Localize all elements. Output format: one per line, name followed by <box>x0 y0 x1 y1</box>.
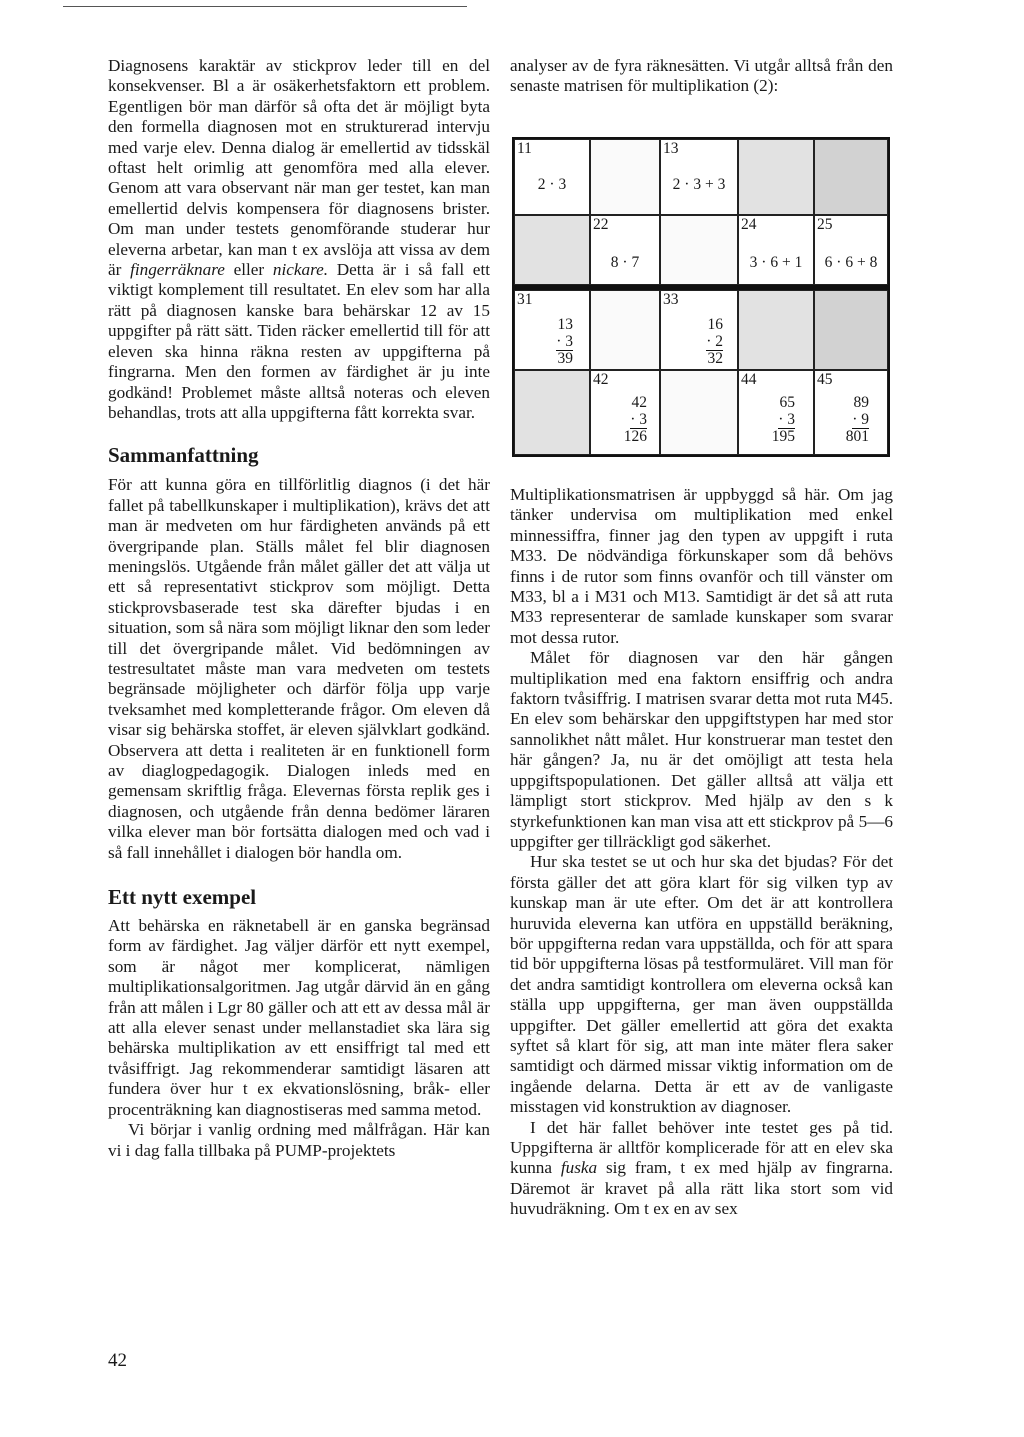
matrix-cell-m41 <box>514 370 590 455</box>
cell-number: 31 <box>517 291 533 308</box>
right-paragraph-5 <box>510 1118 893 1220</box>
heading-ett-nytt-exempel: Ett nytt exempel <box>108 885 257 910</box>
cell-number: 42 <box>593 371 609 388</box>
cell-factor: 16 <box>707 316 723 333</box>
matrix-cell-m42 <box>590 370 660 455</box>
cell-multiplier: · 2 <box>706 332 723 350</box>
matrix-cell-m12 <box>590 139 660 215</box>
matrix-cell-m33 <box>660 290 738 370</box>
matrix-cell-m14 <box>738 139 814 215</box>
cell-number: 13 <box>663 140 679 157</box>
matrix-cell-m11 <box>514 139 590 215</box>
cell-factor: 89 <box>853 394 869 411</box>
right-paragraph-4: Hur ska testet se ut och hur ska det bjudas? För det första gäller det att göra klart för sig vilken typ av kunskap man är ute efter. Om det är att kontrollera huruvida eleverna kan utföra en uppställd beräkning, bör uppgifterna redan vara uppställda, och för att spara tid bör uppgifterna lösas på testformuläret. Vill man för det andra samtidigt kontrollera om eleverna också kan ställa upp uppgifterna, ger man även ouppställda uppgifter. Det gäller emellertid att göra det exakta syftet så klart för sig, att man inte mäter flera saker samtidigt och därmed missar viktig information om de ingående delarna. Detta är ett av de vanligaste misstagen vid konstruktion av diagnoser. <box>510 852 893 1117</box>
cell-expression: 2 · 3 + 3 <box>672 176 726 193</box>
cell-number: 45 <box>817 371 833 388</box>
right-paragraph-2: Multiplikationsmatrisen är uppbyggd så här. Om jag tänker undervisa om multiplikation med enkel minnessiffra, finner jag den typen av uppgift i ruta M33. De nödvändiga förkunskaper som då behövs finns i de rutor som finns ovanför och till vänster om M33, bl a i M31 och M13. Samtidigt är det så att ruta M33 representerar de samlade kunskaper som svarar mot dessa rutor. <box>510 485 893 647</box>
left-paragraph-4: Vi börjar i vanlig ordning med målfrågan. Här kan vi i dag falla tillbaka på PUMP-projektets <box>108 1120 490 1160</box>
matrix-cell-m22 <box>590 215 660 285</box>
cell-multiplier: · 3 <box>556 332 573 350</box>
cell-number: 22 <box>593 216 609 233</box>
cell-multiplier: · 3 <box>778 410 795 428</box>
cell-expression: 6 · 6 + 8 <box>824 254 878 271</box>
cell-result: 126 <box>623 428 647 445</box>
matrix-cell-m32 <box>590 290 660 370</box>
cell-result: 801 <box>845 428 869 445</box>
cell-number: 24 <box>741 216 757 233</box>
emphasis-nickare: nickare. <box>272 260 329 280</box>
left-paragraph-3: Att behärska en räknetabell är en ganska begränsad form av färdighet. Jag väljer därför ett nytt exempel, som är något mer komplicerat, nämligen multiplikationsalgoritmen. Jag utgår därvid än en gång från att målen i Lgr 80 gäller och att ett av dessa mål är att alla elever senast under mellanstadiet ska lära sig behärska multiplikation av ett ensiffrigt tal med ett tvåsiffrigt. Jag rekommenderar samtidigt läsaren att fundera över hur t ex ekvationslösning, bråk- eller procenträkning kan diagnostiseras med samma metod. <box>108 916 490 1119</box>
cell-number: 11 <box>517 140 532 157</box>
text-run: Detta är i så fall ett viktigt komplement till resultatet. En elev som har alla rätt på diagnosen kanske bara behärskar 12 av 15 uppgifter på rätt sätt. Tiden räcker emellertid till för att eleven ska hinna räkna resten av uppgifterna på fingrarna. Men den formen av färdighet är ju inte godkänd! Problemet måste alltså noteras och eleven behandlas, trots att alla uppgifterna fått korrekta svar. <box>108 260 490 422</box>
matrix-cell-m45 <box>814 370 888 455</box>
cell-result: 32 <box>707 350 723 367</box>
cell-result: 195 <box>771 428 795 445</box>
page-number: 42 <box>108 1350 127 1371</box>
matrix-cell-m25 <box>814 215 888 285</box>
text-run: I det här fallet behöver inte testet ges på tid. Uppgifterna är alltför komplicerade för att en elev ska kunna <box>510 1117 893 1178</box>
cell-multiplier: · 9 <box>852 410 869 428</box>
cell-number: 25 <box>817 216 833 233</box>
matrix-cell-m24 <box>738 215 814 285</box>
right-paragraph-3: Målet för diagnosen var den här gången multiplikation med ena faktorn ensiffrig och andra faktorn tvåsiffrig. I matrisen svarar detta mot ruta M45. En elev som behärskar den uppgiftstypen har med stor sannolikhet nått målet. Hur konstruerar man testet den här gången? Ja, nu är det omöjligt att testa hela uppgiftspopulationen. Det gäller alltså att välja ett lämpligt stort stickprov. Med hjälp av den s k styrkefunktionen kan man visa att ett stickprov på 5—6 uppgifter ger tillräckligt god säkerhet. <box>510 648 893 851</box>
text-run: sig fram, t ex med hjälp av fingrarna. Däremot är kravet på alla rätt lika stort som vid huvudräkning. Om t ex en av sex <box>510 1158 893 1219</box>
cell-factor: 65 <box>779 394 795 411</box>
cell-number: 33 <box>663 291 679 308</box>
matrix-cell-m15 <box>814 139 888 215</box>
top-rule <box>63 6 467 7</box>
emphasis-fingerraknare: fingerräknare <box>130 260 225 280</box>
left-paragraph-2: För att kunna göra en tillförlitlig diagnos (i det här fallet på tabellkunskaper i multiplikation), krävs det att man är medveten om hur färdigheten används på ett övergripande plan. Ställs målet fel blir diagnosen meningslös. Utgående från målet gäller det att välja ut ett så representativt stickprov som möjligt. Detta stickprovsbaserade test ska därefter bjudas i en situation, som så nära som möjligt liknar den som leder till det övergripande målet. Vid bedömningen av testresultatet måste man vara medveten om testets begränsade möjligheter och därför följa upp varje tveksamhet med kompletterande frågor. Om eleven då visar sig behärska stoffet, är eleven självklart godkänd. Observera att detta i realiteten är en funktionell form av diaglogpedagogik. Dialogen inleds med en gemensam skriftlig fråga. Elevernas första replik ges i diagnosen, och utgående från denna bedömer läraren vilka elever man bör fortsätta dialogen med och vad i så fall innehållet i dialogen bör handla om. <box>108 475 490 862</box>
matrix-cell-m43 <box>660 370 738 455</box>
cell-factor: 42 <box>631 394 647 411</box>
matrix-cell-m21 <box>514 215 590 285</box>
cell-factor: 13 <box>557 316 573 333</box>
cell-expression: 8 · 7 <box>610 254 640 271</box>
matrix-cell-m13 <box>660 139 738 215</box>
matrix-cell-m44 <box>738 370 814 455</box>
text-run: Diagnosens karaktär av stickprov leder till en del konsekvenser. Bl a är osäkerhetsfaktorn ett problem. Egentligen bör man därför så ofta det är möjligt byta den formella diagnosen mot en strukturerad intervju med varje elev. Denna dialog är emellertid av tidsskäl oftast helt orimlig att genomföra med alla elever. Genom att vara observant när man ger testet, kan man emellertid delvis kompensera för diagnosens brister. Om man under testets genomförande studerar hur eleverna arbetar, kan man t ex avslöja att vissa av dem är <box>108 56 490 280</box>
left-column <box>108 56 490 1161</box>
emphasis-fuska: fuska <box>560 1158 598 1178</box>
right-column-bottom <box>510 485 893 1220</box>
cell-multiplier: · 3 <box>630 410 647 428</box>
cell-number: 44 <box>741 371 757 388</box>
matrix-cell-m31 <box>514 290 590 370</box>
right-paragraph-1: analyser av de fyra räknesätten. Vi utgår alltså från den senaste matrisen för multiplikation (2): <box>510 56 893 96</box>
matrix-cell-m34 <box>738 290 814 370</box>
matrix-cell-m23 <box>660 215 738 285</box>
multiplication-matrix <box>512 137 890 457</box>
cell-result: 39 <box>557 350 573 367</box>
left-paragraph-1 <box>108 56 490 423</box>
right-column-top <box>510 56 893 97</box>
matrix-cell-m35 <box>814 290 888 370</box>
cell-expression: 3 · 6 + 1 <box>749 254 803 271</box>
cell-expression: 2 · 3 <box>537 176 567 193</box>
heading-sammanfattning: Sammanfattning <box>108 443 259 468</box>
text-run-mid: eller <box>224 260 273 280</box>
